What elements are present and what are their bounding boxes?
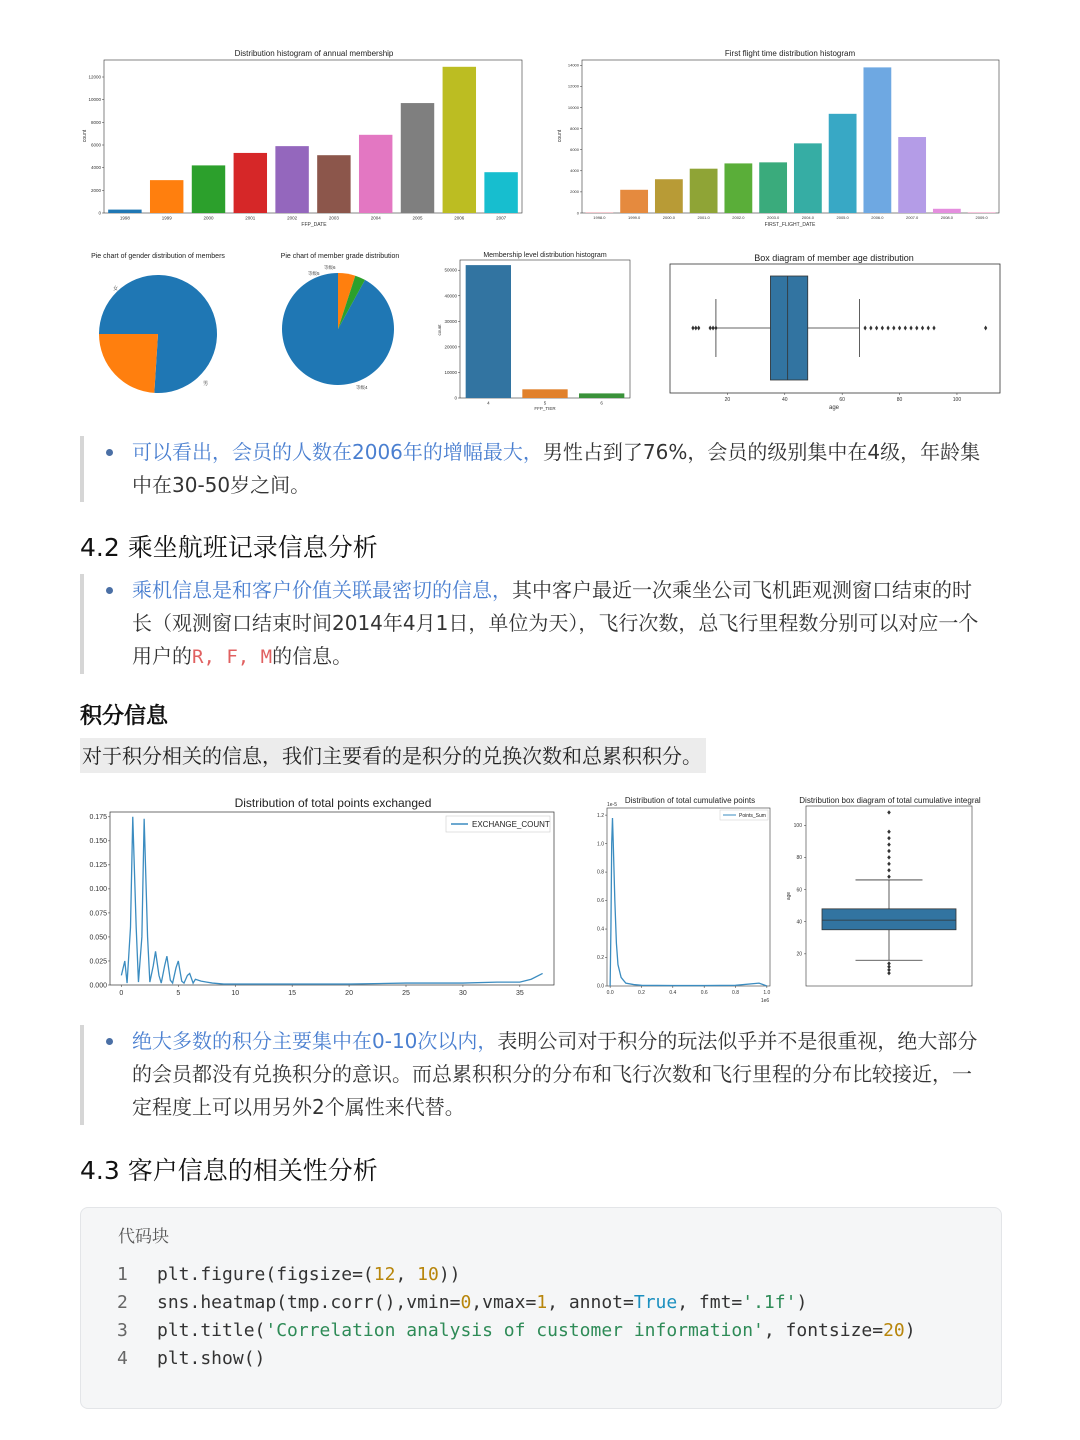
- age-xtick: 40: [782, 397, 788, 403]
- age-box-frame: [670, 264, 1000, 393]
- annual-xtick: 2007: [496, 215, 507, 221]
- age-outlier: [875, 326, 878, 331]
- annual-ytick: 0: [98, 210, 101, 216]
- level-hist-xlabel: FFP_TIER: [534, 406, 556, 411]
- annual-ytick: 6000: [90, 142, 101, 148]
- exchanged-ytick: 0.050: [89, 934, 107, 942]
- highlight-text: 绝大多数的积分主要集中在0-10次以内，: [132, 1029, 498, 1053]
- gender-slice: [99, 334, 158, 393]
- annual-ytick: 12000: [88, 74, 101, 80]
- annual-xtick: 2001: [245, 215, 256, 221]
- annual-bar: [401, 103, 434, 213]
- annual-xlabel: FFP_DATE: [301, 222, 327, 228]
- cumulative-ytick: 0.0: [597, 983, 604, 990]
- level-bar: [522, 389, 567, 398]
- grade-label-4: 等级4: [356, 385, 368, 390]
- age-box-xlabel: age: [828, 405, 840, 411]
- grade-pie-title: Pie chart of member grade distribution: [280, 253, 400, 260]
- quote-block-3: [80, 1025, 1026, 1125]
- first-flight-ytick: 12000: [567, 83, 579, 89]
- exchanged-xtick: 25: [402, 990, 410, 997]
- cumulative-xtick: 0.4: [669, 990, 677, 996]
- age-outlier: [697, 326, 700, 331]
- cum-box-ytick: 100: [793, 822, 802, 829]
- cum-box-ylabel: age: [786, 891, 792, 901]
- bullet-item-3: [106, 1025, 1026, 1124]
- first-flight-xtick: 2006.0: [871, 215, 884, 220]
- cum-box-outlier: [887, 830, 891, 834]
- exchanged-xtick: 10: [231, 990, 240, 997]
- age-box-chart: [660, 248, 1005, 413]
- first-flight-xtick: 2000.0: [662, 215, 675, 220]
- annual-ytick: 2000: [90, 187, 101, 193]
- age-outlier: [898, 326, 901, 331]
- annual-bar: [359, 135, 392, 213]
- cumulative-corner: 1e-5: [607, 802, 618, 808]
- first-flight-ytick: 0: [576, 210, 579, 216]
- bullet-item-2: [106, 574, 1026, 674]
- cum-box-outlier: [887, 836, 891, 840]
- cum-box-outlier: [887, 842, 891, 846]
- level-bar: [466, 265, 511, 398]
- cumulative-xtick: 0.2: [638, 990, 645, 996]
- annual-xtick: 2005: [412, 215, 423, 221]
- cum-box-outlier: [887, 810, 891, 814]
- cumulative-frame: [607, 808, 770, 986]
- level-xtick: 5: [543, 400, 547, 406]
- cumulative-legend-label: Points_Sum: [739, 813, 766, 819]
- code-line: 4 plt.show(): [117, 1348, 266, 1369]
- cum-box-ytick: 60: [796, 887, 802, 894]
- body-text: 表明公司对于积分的玩法似乎并不是很重视，绝大部分: [497, 1029, 978, 1053]
- first-flight-bar: [724, 163, 752, 213]
- cumulative-ytick: 0.6: [597, 898, 604, 905]
- level-ytick: 0: [454, 395, 457, 401]
- age-outlier: [921, 326, 924, 331]
- body-text: 定程度上可以用另外2个属性来代替。: [132, 1095, 465, 1119]
- grade-label-6: 等级6: [324, 265, 336, 270]
- first-flight-bar: [655, 179, 683, 213]
- first-flight-ylabel: count: [557, 129, 563, 143]
- first-flight-bar: [933, 209, 961, 213]
- points-exchanged-frame: [110, 812, 554, 985]
- first-flight-xtick: 2004.0: [801, 215, 814, 220]
- first-flight-bar: [863, 67, 891, 213]
- age-xtick: 20: [724, 397, 731, 403]
- exchanged-ytick: 0.000: [89, 982, 107, 990]
- cum-box-title: Distribution box diagram of total cumulative integral: [799, 796, 981, 805]
- cum-box-ytick: 40: [796, 919, 802, 926]
- first-flight-bar: [968, 212, 996, 213]
- bullet-item-1: [106, 436, 1026, 502]
- level-ytick: 10000: [444, 369, 457, 375]
- highlighted-sentence: 对于积分相关的信息，我们主要看的是积分的兑换次数和总累积积分。: [80, 738, 706, 773]
- first-flight-bar: [794, 143, 822, 213]
- age-outlier: [927, 326, 930, 331]
- annual-bar: [443, 67, 476, 213]
- section-heading-4-2: 4.2 乘坐航班记录信息分析: [80, 533, 378, 562]
- age-outlier: [909, 326, 912, 331]
- body-text: 用户的: [132, 644, 192, 668]
- grade-label-5: 等级5: [308, 271, 320, 276]
- age-xtick: 80: [896, 397, 903, 403]
- cum-box-ytick: 80: [796, 855, 802, 862]
- first-flight-xtick: 1998.0: [593, 215, 606, 220]
- body-text: 男性占到了76%，会员的级别集中在4级，年龄集: [542, 440, 981, 464]
- annual-xtick: 1999: [161, 215, 172, 221]
- annual-xtick: 2003: [328, 215, 339, 221]
- cum-box-outlier: [887, 862, 891, 866]
- cumulative-points-chart: [585, 792, 775, 1004]
- cum-box-outlier: [887, 868, 891, 872]
- cum-box-outlier: [887, 875, 891, 879]
- exchanged-ytick: 0.025: [89, 958, 107, 966]
- cumulative-ytick: 0.4: [597, 926, 604, 933]
- gender-pie-chart: [80, 248, 240, 398]
- first-flight-xtick: 2002.0: [732, 215, 745, 220]
- age-outlier: [881, 326, 884, 331]
- code-line: 2 sns.heatmap(tmp.corr(),vmin=0,vmax=1, annot=True, fmt='.1f'): [117, 1292, 808, 1313]
- annual-bar: [317, 155, 350, 213]
- annual-membership-chart: [80, 44, 530, 234]
- exchanged-series-line: [121, 817, 542, 984]
- first-flight-xtick: 2003.0: [767, 215, 780, 220]
- age-xtick: 100: [952, 397, 962, 403]
- exchanged-xtick: 0: [119, 990, 124, 997]
- age-outlier: [984, 326, 987, 331]
- annual-ylabel: count: [82, 129, 88, 143]
- first-flight-ytick: 10000: [567, 104, 579, 110]
- points-exchanged-title: Distribution of total points exchanged: [234, 796, 432, 810]
- annual-title: Distribution histogram of annual membership: [234, 49, 394, 58]
- cum-box-outlier: [887, 961, 891, 965]
- cumulative-xtick: 0.0: [606, 990, 614, 996]
- cum-box-ytick: 20: [796, 951, 802, 958]
- cumulative-xtick: 0.6: [700, 990, 708, 996]
- annual-ytick: 10000: [88, 97, 101, 103]
- cumulative-xtick: 0.8: [732, 990, 739, 996]
- first-flight-xtick: 2009.0: [975, 215, 988, 220]
- level-ytick: 20000: [444, 344, 457, 350]
- exchanged-ytick: 0.100: [89, 886, 107, 894]
- first-flight-ytick: 8000: [570, 125, 579, 131]
- first-flight-ytick: 6000: [570, 147, 579, 153]
- age-outlier: [904, 326, 907, 331]
- level-hist-chart: [435, 248, 635, 413]
- annual-bar: [234, 153, 267, 213]
- first-flight-xtick: 2008.0: [940, 215, 953, 220]
- level-ytick: 40000: [444, 293, 457, 299]
- level-hist-ylabel: count: [437, 324, 442, 336]
- annual-bar: [108, 210, 141, 213]
- first-flight-xtick: 2005.0: [836, 215, 849, 220]
- annual-bar: [275, 146, 308, 213]
- age-outlier: [694, 326, 697, 331]
- age-outlier: [932, 326, 935, 331]
- age-outlier: [714, 326, 717, 331]
- annual-bar: [484, 172, 517, 213]
- code-block[interactable]: [80, 1207, 1002, 1409]
- cumulative-ytick: 1.2: [597, 812, 604, 819]
- annual-xtick: 1998: [119, 215, 130, 221]
- inline-code-rfm: R, F, M: [192, 646, 273, 668]
- annual-bar: [150, 180, 183, 213]
- exchanged-ytick: 0.150: [89, 838, 107, 846]
- age-outlier: [709, 326, 712, 331]
- level-ytick: 30000: [444, 318, 457, 324]
- bullet-dot: [106, 1038, 113, 1045]
- exchanged-ytick: 0.075: [89, 910, 107, 918]
- exchanged-xtick: 15: [288, 990, 297, 997]
- cum-box-box: [822, 909, 956, 930]
- cumulative-box-chart: [778, 792, 1003, 1004]
- annual-xtick: 2000: [203, 215, 214, 221]
- level-bar: [579, 393, 624, 398]
- age-xtick: 60: [839, 397, 845, 403]
- first-flight-bar: [829, 114, 857, 213]
- level-xtick: 4: [487, 400, 490, 406]
- level-hist-title: Membership level distribution histogram: [483, 252, 607, 259]
- first-flight-bar: [898, 137, 926, 213]
- cumulative-ytick: 1.0: [597, 841, 604, 848]
- points-exchanged-chart: [80, 792, 560, 1004]
- cum-box-outlier: [887, 855, 891, 859]
- quote-block-1: [80, 436, 1026, 502]
- annual-bar: [192, 165, 225, 213]
- code-line: 1 plt.figure(figsize=(12, 10)): [117, 1264, 461, 1285]
- cumulative-ytick: 0.8: [597, 869, 604, 876]
- exchanged-xtick: 5: [176, 990, 181, 997]
- exchanged-xtick: 20: [345, 990, 353, 997]
- annual-xtick: 2004: [370, 215, 381, 221]
- level-ytick: 50000: [444, 267, 457, 273]
- first-flight-chart: [555, 44, 1005, 234]
- body-text: 中在30-50岁之间。: [132, 473, 311, 497]
- annual-ytick: 4000: [90, 165, 101, 171]
- first-flight-title: First flight time distribution histogram: [724, 49, 856, 58]
- body-text: 的会员都没有兑换积分的意识。而总累积积分的分布和飞行次数和飞行里程的分布比较接近，一: [132, 1062, 972, 1086]
- age-outlier: [886, 326, 889, 331]
- quote-block-2: [80, 574, 1026, 674]
- gender-pie-title: Pie chart of gender distribution of members: [91, 253, 225, 260]
- exchanged-ytick: 0.175: [89, 814, 107, 822]
- age-outlier: [869, 326, 872, 331]
- body-text: 其中客户最近一次乘坐公司飞机距观测窗口结束的时: [512, 578, 972, 602]
- annual-xtick: 2006: [454, 215, 465, 221]
- first-flight-xtick: 2007.0: [906, 215, 919, 220]
- cumulative-xtick: 1.0: [763, 990, 771, 996]
- first-flight-ytick: 4000: [570, 168, 579, 174]
- body-text: 的信息。: [272, 644, 353, 668]
- age-outlier: [691, 326, 694, 331]
- code-line: 3 plt.title('Correlation analysis of customer information', fontsize=20): [117, 1320, 916, 1341]
- first-flight-xtick: 2001.0: [697, 215, 710, 220]
- annual-ytick: 8000: [90, 119, 101, 125]
- highlight-text: 可以看出，会员的人数在2006年的增幅最大，: [132, 440, 543, 464]
- section-heading-4-3: 4.3 客户信息的相关性分析: [80, 1156, 378, 1185]
- first-flight-xlabel: FIRST_FLIGHT_DATE: [764, 222, 816, 228]
- cumulative-ytick: 0.2: [597, 955, 604, 962]
- exchanged-ytick: 0.125: [89, 862, 107, 870]
- age-box: [770, 276, 807, 380]
- first-flight-bar: [585, 212, 613, 213]
- age-box-title: Box diagram of member age distribution: [754, 253, 914, 263]
- exchanged-xtick: 35: [515, 990, 524, 997]
- age-outlier: [711, 326, 714, 331]
- level-xtick: 6: [600, 400, 603, 406]
- code-block-label: 代码块: [118, 1227, 169, 1247]
- gender-label-female: 女: [113, 286, 119, 292]
- age-outlier: [892, 326, 895, 331]
- points-info-heading: 积分信息: [80, 704, 169, 729]
- bullet-dot: [106, 449, 113, 456]
- age-outlier: [864, 326, 867, 331]
- exchanged-xtick: 30: [459, 990, 467, 997]
- first-flight-bar: [759, 162, 787, 213]
- bullet-dot: [106, 587, 113, 594]
- cum-box-outlier: [887, 849, 891, 853]
- body-text: 长（观测窗口结束时间2014年4月1日，单位为天），飞行次数，总飞行里程数分别可以对应一个: [132, 611, 979, 635]
- first-flight-ytick: 14000: [567, 62, 579, 68]
- age-outlier: [915, 326, 918, 331]
- first-flight-bar: [690, 169, 718, 213]
- first-flight-ytick: 2000: [570, 189, 579, 195]
- cumulative-xsci: 1e6: [760, 998, 770, 1004]
- cumulative-series-line: [610, 818, 767, 986]
- cumulative-title: Distribution of total cumulative points: [624, 796, 756, 805]
- first-flight-bar: [620, 190, 648, 213]
- annual-xtick: 2002: [287, 215, 298, 221]
- first-flight-xtick: 1999.0: [628, 215, 641, 220]
- grade-pie-chart: [272, 248, 412, 398]
- points-exchanged-legend-label: EXCHANGE_COUNT: [472, 820, 550, 829]
- gender-label-male: 男: [203, 381, 209, 387]
- highlight-text: 乘机信息是和客户价值关联最密切的信息，: [132, 578, 512, 602]
